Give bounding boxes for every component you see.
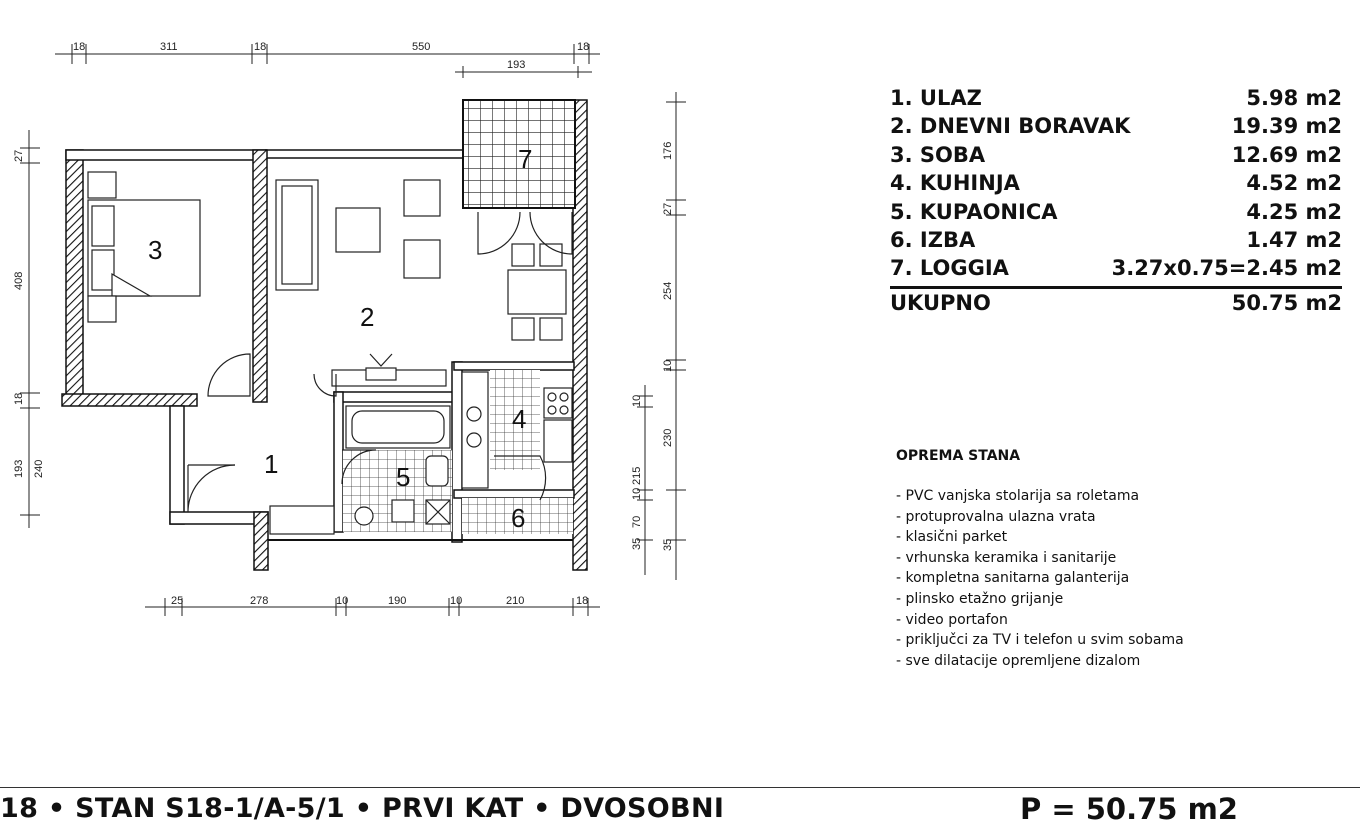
area-label: 1. ULAZ (890, 86, 982, 110)
wall-storage-top (454, 490, 574, 498)
dim-right-2: 27 (662, 202, 674, 215)
dim-inner-5: 35 (631, 537, 643, 550)
entrance-bench (270, 506, 334, 534)
area-total-row (890, 286, 1342, 317)
list-item: - PVC vanjska stolarija sa roletama (896, 488, 1140, 504)
list-item: - protuprovalna ulazna vrata (896, 508, 1096, 525)
furniture (88, 172, 572, 534)
wall-bath-left (334, 392, 343, 532)
dim-left-1: 27 (13, 149, 25, 162)
area-row-6 (890, 226, 1342, 254)
wall-entrance-left (170, 406, 184, 524)
list-item: - plinsko etažno grijanje (896, 590, 1064, 607)
dim-inner-3: 10 (631, 487, 643, 500)
toilet (355, 507, 373, 525)
dim-bottom-2: 278 (250, 595, 269, 607)
coffee-table (336, 208, 380, 252)
area-value: 1.47 m2 (1246, 228, 1342, 253)
area-value: 4.25 m2 (1246, 199, 1342, 224)
dim-top-2: 311 (160, 41, 178, 53)
wall-top-left (66, 150, 266, 160)
wall-partition-vertical (253, 150, 267, 402)
area-row-3 (890, 141, 1342, 169)
area-value: 19.39 m2 (1231, 114, 1342, 139)
dim-top-5: 18 (577, 41, 590, 53)
area-row-4 (890, 169, 1342, 197)
tv (366, 368, 396, 380)
list-item: - video portafon (896, 611, 1008, 628)
armchair-1 (404, 180, 440, 216)
floor-plan (0, 0, 880, 640)
washbasin (426, 456, 448, 486)
total-value: 50.75 m2 (1231, 290, 1342, 315)
stove (544, 388, 572, 418)
kitchen-counter (462, 372, 488, 488)
wall-left-outer (66, 150, 83, 396)
list-item: - vrhunska keramika i sanitarije (896, 549, 1117, 566)
wall-top-mid (266, 150, 464, 158)
area-label: 7. LOGGIA (890, 256, 1009, 281)
dim-bottom-6: 210 (506, 595, 525, 607)
list-item: - kompletna sanitarna galanterija (896, 570, 1130, 587)
dim-bottom-7: 18 (576, 595, 589, 607)
dim-left-2: 408 (13, 271, 25, 290)
dim-bottom-1: 25 (171, 595, 184, 607)
area-value: 12.69 m2 (1231, 142, 1342, 167)
room-number-3: 3 (148, 235, 163, 265)
wall-bath-right (452, 362, 462, 542)
dim-right-3: 254 (662, 281, 674, 300)
dim-right-6: 35 (662, 538, 674, 551)
wall-bottom-stub (254, 512, 268, 570)
dim-right-1: 176 (662, 141, 674, 160)
dim-top-1: 18 (73, 41, 86, 53)
room-number-6: 6 (511, 503, 526, 533)
area-row-7 (890, 254, 1342, 282)
equipment-title: OPREMA STANA (896, 448, 1021, 464)
dim-left-5: 240 (33, 459, 45, 478)
nightstand-top (88, 172, 116, 198)
equipment-list (896, 486, 1184, 671)
area-row-5 (890, 198, 1342, 226)
dim-bottom-3: 10 (336, 595, 349, 607)
room-number-1: 1 (264, 449, 279, 479)
fridge (544, 420, 572, 462)
area-label: 6. IZBA (890, 228, 976, 253)
area-label: 5. KUPAONICA (890, 199, 1058, 224)
apartment-title: 18 • STAN S18-1/A-5/1 • PRVI KAT • DVOSOBNI (0, 793, 725, 824)
apartment-area: P = 50.75 m2 (1020, 792, 1238, 826)
dim-inner-1: 10 (631, 394, 643, 407)
dim-left-4: 193 (13, 459, 25, 478)
area-table (890, 84, 1342, 317)
footer-divider (0, 787, 1360, 788)
dim-bottom-4: 190 (388, 595, 407, 607)
dim-right-5: 230 (662, 428, 674, 447)
list-item: - sve dilatacije opremljene dizalom (896, 652, 1141, 669)
wall-bath-top (334, 392, 454, 402)
area-row-2 (890, 112, 1342, 140)
area-label: 3. SOBA (890, 142, 986, 167)
room-number-4: 4 (512, 404, 527, 434)
dim-top-loggia: 193 (507, 59, 526, 71)
area-row-1 (890, 84, 1342, 112)
room-number-7: 7 (518, 144, 533, 174)
dim-inner-4: 70 (631, 515, 643, 528)
list-item: - klasični parket (896, 529, 1008, 546)
armchair-2 (404, 240, 440, 278)
wall-kitchen-top (454, 362, 574, 370)
dim-right-4: 10 (662, 359, 674, 372)
area-label: 4. KUHINJA (890, 171, 1020, 196)
total-label: UKUPNO (890, 290, 991, 315)
dim-inner-2: 215 (631, 466, 643, 485)
dim-bottom-5: 10 (450, 595, 463, 607)
dining-table (508, 270, 566, 314)
area-value: 4.52 m2 (1246, 171, 1342, 196)
dim-left-3: 18 (13, 392, 25, 405)
room-number-2: 2 (360, 302, 375, 332)
area-value: 3.27x0.75=2.45 m2 (1111, 256, 1342, 281)
area-value: 5.98 m2 (1246, 86, 1342, 110)
area-label: 2. DNEVNI BORAVAK (890, 114, 1131, 139)
nightstand-bottom (88, 296, 116, 322)
list-item: - priključci za TV i telefon u svim sobama (896, 632, 1184, 649)
dim-top-4: 550 (412, 41, 431, 53)
wall-bottom-left (62, 394, 197, 406)
room-number-5: 5 (396, 462, 411, 492)
dim-top-3: 18 (254, 41, 267, 53)
equipment-section (896, 448, 1184, 671)
